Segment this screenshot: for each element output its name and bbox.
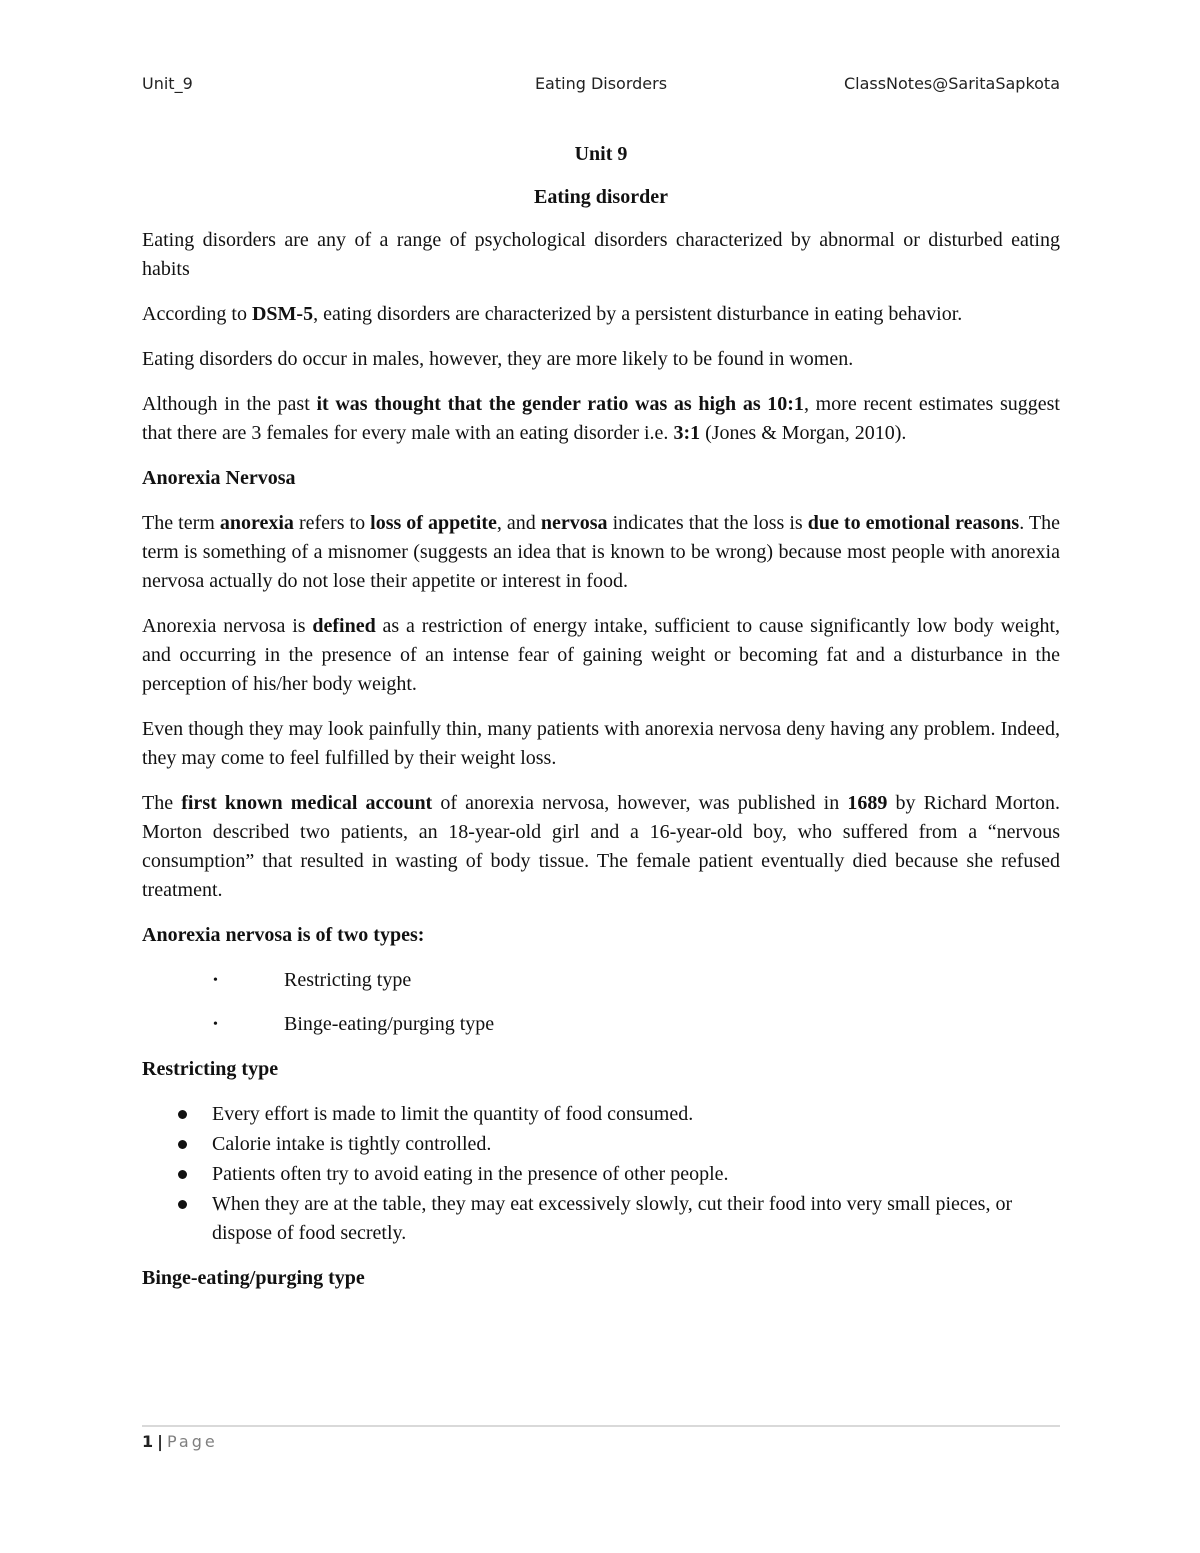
heading-restricting-type: Restricting type bbox=[142, 1058, 279, 1080]
bullet-dot-icon bbox=[178, 1110, 187, 1119]
list-item: When they are at the table, they may eat excessively slowly, cut their food into very small pieces, or dispose of food secretly. bbox=[142, 1190, 1060, 1248]
page-label: Page bbox=[166, 1432, 218, 1451]
document-subtitle: Eating disorder bbox=[534, 186, 668, 208]
page-footer bbox=[142, 1432, 218, 1451]
document-body bbox=[142, 140, 1060, 1309]
list-item: Every effort is made to limit the quantity of food consumed. bbox=[142, 1100, 1060, 1129]
footer-separator: | bbox=[157, 1432, 163, 1451]
page-header bbox=[142, 74, 1060, 98]
header-author: ClassNotes@SaritaSapkota bbox=[843, 74, 1060, 93]
bullet-dot-icon bbox=[178, 1170, 187, 1179]
paragraph-gender-ratio: Although in the past it was thought that the gender ratio was as high as 10:1, more recent estimates suggest that there are 3 females for every male with an eating disorder i.e. 3:1 (Jones & Morgan, 2010). bbox=[142, 393, 1060, 444]
heading-binge-type: Binge-eating/purging type bbox=[142, 1267, 365, 1289]
header-unit: Unit_9 bbox=[142, 74, 193, 93]
heading-types: Anorexia nervosa is of two types: bbox=[142, 924, 425, 946]
header-topic: Eating Disorders bbox=[534, 74, 668, 93]
paragraph-term-anorexia: The term anorexia refers to loss of appetite, and nervosa indicates that the loss is due to emotional reasons. The term is something of a misnomer (suggests an idea that is known to be wrong) because most people with anorexia nervosa actually do not lose their appetite or interest in food. bbox=[142, 512, 1060, 592]
bullet-dot-icon bbox=[178, 1200, 187, 1209]
bullet-icon: • bbox=[213, 973, 218, 988]
document-title: Unit 9 bbox=[574, 143, 628, 165]
types-list bbox=[142, 966, 1060, 1039]
bullet-icon: • bbox=[213, 1017, 218, 1032]
heading-anorexia-nervosa: Anorexia Nervosa bbox=[142, 467, 296, 489]
list-item: • Binge-eating/purging type bbox=[142, 1010, 1060, 1039]
list-item: • Restricting type bbox=[142, 966, 1060, 995]
list-item: Patients often try to avoid eating in the presence of other people. bbox=[142, 1160, 1060, 1189]
page-number: 1 bbox=[142, 1432, 154, 1451]
paragraph-history: The first known medical account of anorexia nervosa, however, was published in 1689 by Richard Morton. Morton described two patients, an 18-year-old girl and a 16-year-old boy, who suffered from a “nervous consumption” that resulted in wasting of body tissue. The female patient eventually died because she refused treatment. bbox=[142, 792, 1061, 901]
paragraph-definition: Eating disorders are any of a range of psychological disorders characterized by abnormal or disturbed eating habits bbox=[142, 229, 1060, 280]
paragraph-anorexia-defined: Anorexia nervosa is defined as a restriction of energy intake, sufficient to cause significantly low body weight, and occurring in the presence of an intense fear of gaining weight or becoming fat and a disturbance in the perception of his/her body weight. bbox=[142, 615, 1060, 695]
paragraph-dsm5: According to DSM-5, eating disorders are characterized by a persistent disturbance in eating behavior. bbox=[142, 303, 963, 325]
bullet-dot-icon bbox=[178, 1140, 187, 1149]
paragraph-gender: Eating disorders do occur in males, however, they are more likely to be found in women. bbox=[142, 348, 854, 370]
paragraph-denial: Even though they may look painfully thin, many patients with anorexia nervosa deny having any problem. Indeed, they may come to feel fulfilled by their weight loss. bbox=[142, 718, 1060, 769]
list-item: Calorie intake is tightly controlled. bbox=[142, 1130, 1060, 1159]
restricting-list bbox=[142, 1100, 1060, 1248]
footer-divider bbox=[142, 1425, 1060, 1427]
